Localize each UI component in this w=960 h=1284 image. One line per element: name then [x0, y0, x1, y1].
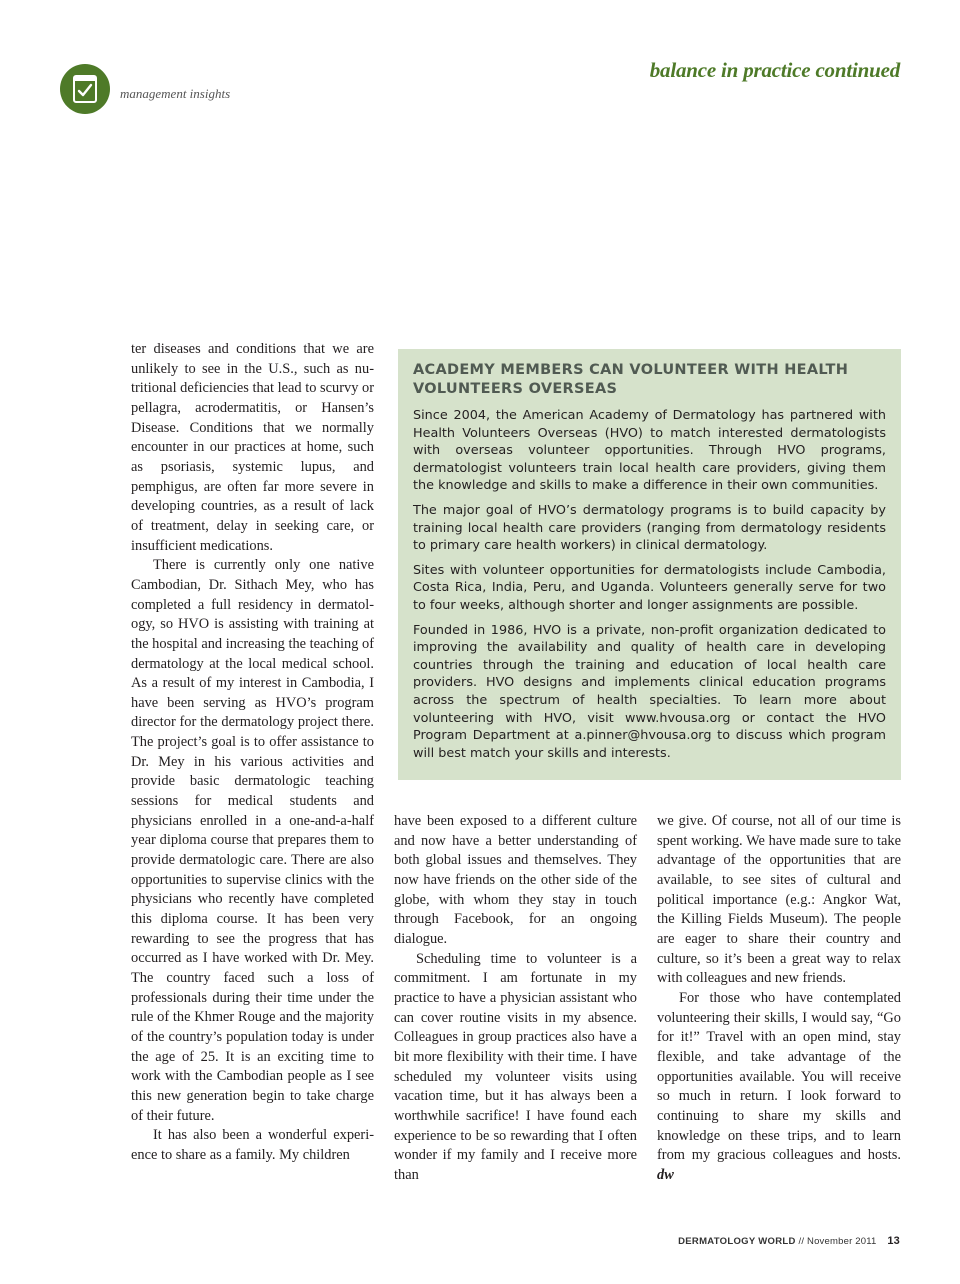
paragraph-text: For those who have contemplated volunteering their skills, I would say, “Go for it!” Travel with an open mind, stay flexible, and take advantage of the opportunities available. You will receive so much in return. I look forward to continuing to share my skills and knowledge on these trips, and to learn from my gracious colleagues and hosts.	[657, 989, 901, 1164]
checklist-icon	[60, 64, 110, 114]
paragraph: Scheduling time to volunteer is a commitment. I am fortunate in my practice to have a physician assistant who can cover routine visits in my absence. Colleagues in group practices also have a bit more flexibility with their time. I have scheduled my volunteer visits using vacation time, but it has always been a worthwhile sacrifice! I have found each experience to be so rewarding that I often wonder if my family and I receive more than	[394, 950, 637, 1183]
footer-separator: //	[798, 1236, 805, 1247]
sidebar-paragraph: Founded in 1986, HVO is a private, non-profit organization dedicated to improving the availability and quality of health care in developing countries through the training and education of local health care providers. HVO designs and implements clinical education programs across the spectrum of health specialties. To learn more about volunteering with HVO, visit www.hvousa.org or contact the HVO Program Department at a.pinner@hvousa.org to discuss which program will best match your skills and interests.	[413, 622, 886, 761]
volunteer-sidebar	[398, 349, 901, 780]
signoff-mark: dw	[657, 1166, 674, 1183]
sidebar-paragraph: The major goal of HVO’s dermatology programs is to build capacity by training local health care providers (ranging from dermatology residents to primary care health workers) in clinical dermatology.	[413, 502, 886, 554]
issue-date: November 2011	[807, 1236, 877, 1247]
page-footer	[678, 1235, 900, 1247]
sidebar-paragraph: Since 2004, the American Academy of Dermatology has partnered with Health Volunteers Overseas (HVO) to match interested dermatologists with overseas volunteer opportunities. Through HVO programs, dermatologist volunteers train local health care providers, giving them the knowledge and skills to make a difference in their own communities.	[413, 408, 886, 494]
body-column-1	[131, 340, 374, 1166]
paragraph: It has also been a wonderful experience to share as a family. My children	[131, 1127, 374, 1163]
paragraph	[657, 989, 901, 1186]
paragraph: There is currently only one native Cambodian, Dr. Sithach Mey, who has completed a full residency in dermatology, so HVO is assisting with training at the hospital and increasing the teaching of dermatology at the local medical school. As a result of my interest in Cambodia, I have been serving as HVO’s program director for the dermatology project there. The project’s goal is to offer assistance to Dr. Mey in his various activities and provide basic dermatologic teaching sessions for medical students and physicians enrolled in a one-and-a-half year diploma course that prepares them to provide dermatologic care. There are also opportunities to supervise clinics with the physicians who recently have completed this diploma course. It has been very rewarding to see the progress that has occurred as I have worked with Dr. Mey. The country faced such a loss of professionals during their time under the rule of the Khmer Rouge and the majority of the country’s population today is under the age of 25. It is an exciting time to work with the Cambodian people as I see this new generation begin to take charge of their future.	[131, 557, 374, 1124]
paragraph: we give. Of course, not all of our time is spent working. We have made sure to take advantage of the opportunities that are available, to see sites of cultural and political importance (e.g.: Angkor Wat, the Killing Fields Museum). The people are eager to share their country and culture, so it’s been a great way to relax with colleagues and new friends.	[657, 813, 901, 987]
section-badge	[60, 64, 110, 114]
paragraph: ter diseases and conditions that we are unlikely to see in the U.S., such as nutritional deficiencies that lead to scurvy or pellagra, acrodermatitis, or Hansen’s Disease. Conditions that we normally encounter in our practices at home, such as psoriasis, systemic lupus, and pemphigus, are often far more severe in developing countries, as a result of lack of treatment, delay in seeking care, or insufficient medications.	[131, 341, 374, 554]
body-column-2	[394, 812, 637, 1185]
sidebar-paragraph: Sites with volunteer opportunities for dermatologists include Cambodia, Costa Rica, India, Peru, and Uganda. Volunteers generally serve for two to four weeks, although shorter and longer assignments are possible.	[413, 562, 886, 613]
body-column-3	[657, 812, 901, 1185]
running-head: balance in practice continued	[649, 58, 900, 82]
paragraph: have been exposed to a different culture and now have a better understanding of both global issues and themselves. They now have friends on the other side of the globe, with whom they stay in touch through Facebook, for an ongoing dialogue.	[394, 813, 637, 947]
sidebar-title: ACADEMY MEMBERS CAN VOLUNTEER WITH HEALTH VOLUNTEERS OVERSEAS	[413, 362, 849, 397]
section-label: management insights	[120, 86, 231, 101]
page-number: 13	[887, 1235, 900, 1247]
publication-name: DERMATOLOGY WORLD	[678, 1236, 796, 1247]
